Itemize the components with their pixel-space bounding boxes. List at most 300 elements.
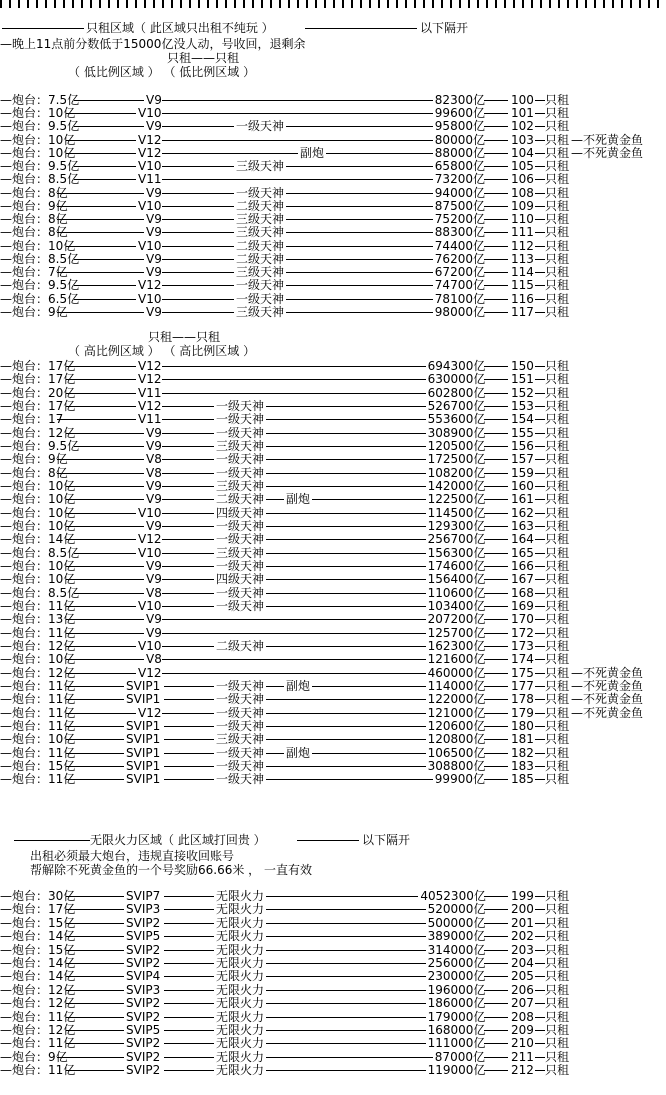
status-label: 只租 (545, 692, 570, 707)
cannon-cell: —炮台：10亿 (0, 518, 76, 533)
score-cell: 4052300亿 (420, 889, 486, 903)
status-label: 只租 (545, 915, 570, 930)
title-cell: 三级天神 (236, 304, 285, 319)
title-cell: 三级天神 (216, 438, 265, 453)
account-number: 117 (511, 304, 534, 319)
vip-cell: SVIP4 (126, 969, 161, 984)
status-label: 只租 (545, 996, 570, 1011)
extra-cell: 副炮 (286, 745, 311, 760)
title-cell: 无限火力 (216, 996, 265, 1011)
table-row (0, 547, 666, 560)
vip-cell: SVIP2 (126, 1036, 161, 1051)
table-row (0, 707, 666, 720)
account-number: 205 (511, 969, 534, 984)
vip-cell: V12 (138, 132, 162, 147)
cannon-cell: —炮台：10亿 (0, 106, 76, 121)
account-number: 202 (511, 929, 534, 944)
status-label: 只租 (545, 518, 570, 533)
title-cell: 二级天神 (236, 238, 285, 253)
score-cell: 125700亿 (427, 625, 486, 640)
table-row (0, 760, 666, 773)
table-row (0, 680, 666, 693)
account-number: 185 (511, 772, 534, 787)
score-cell: 389000亿 (427, 929, 486, 944)
vip-cell: V9 (146, 612, 162, 627)
title-cell: 无限火力 (216, 915, 265, 930)
vip-cell: SVIP5 (126, 1023, 161, 1037)
score-cell: 196000亿 (427, 982, 486, 997)
section1-rule: —晚上11点前分数低于15000亿没人动，号收回，退剩余 (0, 37, 306, 51)
status-label: 只租 (545, 251, 570, 266)
status-label: 只租 (545, 665, 570, 680)
table-row (0, 94, 666, 107)
score-cell: 111000亿 (427, 1036, 486, 1051)
table-row (0, 957, 666, 970)
table-row (0, 147, 666, 160)
vip-cell: V10 (138, 598, 162, 613)
score-cell: 78100亿 (434, 291, 485, 306)
status-label: 只租 (545, 438, 570, 453)
account-number: 105 (511, 159, 534, 174)
cannon-cell: —炮台：14亿 (0, 929, 76, 944)
account-number: 210 (511, 1036, 534, 1051)
vip-cell: SVIP2 (126, 956, 161, 970)
cannon-cell: —炮台：14亿 (0, 956, 76, 970)
title-cell: 三级天神 (236, 212, 285, 227)
account-number: 101 (511, 106, 534, 121)
vip-cell: V10 (138, 545, 162, 560)
account-number: 116 (511, 291, 534, 306)
score-cell: 75200亿 (434, 212, 485, 227)
score-cell: 114000亿 (427, 678, 486, 693)
account-number: 159 (511, 465, 534, 480)
vip-cell: V8 (146, 452, 162, 467)
cannon-cell: —炮台：10亿 (0, 478, 76, 493)
status-label: 只租 (545, 678, 570, 693)
account-number: 110 (511, 212, 534, 227)
status-label: 只租 (545, 652, 570, 667)
account-number: 168 (511, 585, 534, 600)
vip-cell: V9 (146, 558, 162, 573)
score-cell: 65800亿 (434, 159, 485, 174)
cannon-cell: —炮台：20亿 (0, 385, 76, 400)
table-row (0, 533, 666, 546)
title-cell: 无限火力 (216, 969, 265, 984)
score-cell: 120600亿 (427, 718, 486, 733)
score-cell: 694300亿 (427, 359, 486, 373)
status-label: 只租 (545, 612, 570, 627)
table-row (0, 373, 666, 386)
title-cell: 无限火力 (216, 1049, 265, 1064)
account-number: 160 (511, 478, 534, 493)
account-number: 104 (511, 145, 534, 160)
table-row (0, 400, 666, 413)
cannon-cell: —炮台：8亿 (0, 212, 68, 227)
status-label: 只租 (545, 412, 570, 427)
score-cell: 314000亿 (427, 942, 486, 957)
title-cell: 一级天神 (216, 465, 265, 480)
status-label: 只租 (545, 93, 570, 107)
section1-note: 以下隔开 (420, 21, 469, 35)
cannon-cell: —炮台：8亿 (0, 185, 68, 200)
title-cell: 无限火力 (216, 1009, 265, 1024)
score-cell: 256700亿 (427, 532, 486, 547)
score-cell: 74700亿 (434, 278, 485, 293)
vip-cell: SVIP5 (126, 929, 161, 944)
account-number: 180 (511, 718, 534, 733)
account-number: 108 (511, 185, 534, 200)
account-number: 211 (511, 1049, 534, 1064)
cannon-cell: —炮台：14亿 (0, 532, 76, 547)
score-cell: 67200亿 (434, 265, 485, 280)
vip-cell: V9 (146, 119, 162, 134)
score-cell: 553600亿 (427, 412, 486, 427)
account-number: 164 (511, 532, 534, 547)
title-cell: 一级天神 (216, 585, 265, 600)
account-number: 154 (511, 412, 534, 427)
table-row (0, 600, 666, 613)
score-cell: 520000亿 (427, 902, 486, 917)
cannon-cell: —炮台：11亿 (0, 745, 76, 760)
score-cell: 99600亿 (434, 106, 485, 121)
title-cell: 三级天神 (236, 265, 285, 280)
status-label: 只租 (545, 889, 570, 903)
table-row (0, 1037, 666, 1050)
extra-cell: 副炮 (286, 678, 311, 693)
score-cell: 120800亿 (427, 732, 486, 747)
score-cell: 114500亿 (427, 505, 486, 520)
score-cell: 88300亿 (434, 225, 485, 240)
account-number: 175 (511, 665, 534, 680)
account-number: 177 (511, 678, 534, 693)
account-number: 163 (511, 518, 534, 533)
title-cell: 无限火力 (216, 1036, 265, 1051)
cannon-cell: —炮台：15亿 (0, 942, 76, 957)
account-number: 172 (511, 625, 534, 640)
title-cell: 无限火力 (216, 929, 265, 944)
vip-cell: SVIP7 (126, 889, 161, 903)
status-label: 只租 (545, 942, 570, 957)
status-label: 只租 (545, 465, 570, 480)
account-number: 161 (511, 492, 534, 507)
cannon-cell: —炮台：13亿 (0, 612, 76, 627)
extra-cell: 副炮 (286, 492, 311, 507)
table-row (0, 667, 666, 680)
title-cell: 二级天神 (236, 251, 285, 266)
cannon-cell: —炮台：10亿 (0, 732, 76, 747)
account-number: 170 (511, 612, 534, 627)
status-label: 只租 (545, 398, 570, 413)
vip-cell: SVIP2 (126, 1009, 161, 1024)
status-label: 只租 (545, 119, 570, 134)
score-cell: 122000亿 (427, 692, 486, 707)
title-cell: 一级天神 (216, 532, 265, 547)
note-cell: —不死黄金鱼 (571, 665, 644, 680)
table-row (0, 1064, 666, 1077)
score-cell: 500000亿 (427, 915, 486, 930)
status-label: 只租 (545, 304, 570, 319)
cannon-cell: —炮台：15亿 (0, 758, 76, 773)
section1-title: 只租区域（ 此区域只出租不纯玩 ） (86, 21, 274, 35)
title-cell: 一级天神 (236, 291, 285, 306)
score-cell: 106500亿 (427, 745, 486, 760)
status-label: 只租 (545, 718, 570, 733)
vip-cell: V12 (138, 665, 162, 680)
status-label: 只租 (545, 265, 570, 280)
section3-note: 以下隔开 (362, 833, 411, 847)
account-number: 152 (511, 385, 534, 400)
status-label: 只租 (545, 145, 570, 160)
vip-cell: SVIP1 (126, 745, 161, 760)
title-cell: 一级天神 (216, 398, 265, 413)
account-number: 182 (511, 745, 534, 760)
table-row (0, 360, 666, 373)
score-cell: 179000亿 (427, 1009, 486, 1024)
table-row (0, 507, 666, 520)
vip-cell: V9 (146, 518, 162, 533)
table-row (0, 427, 666, 440)
extra-cell: 副炮 (300, 145, 325, 160)
account-number: 206 (511, 982, 534, 997)
table-row (0, 134, 666, 147)
title-cell: 三级天神 (236, 225, 285, 240)
vip-cell: SVIP2 (126, 942, 161, 957)
vip-cell: SVIP2 (126, 1049, 161, 1064)
score-cell: 120500亿 (427, 438, 486, 453)
status-label: 只租 (545, 492, 570, 507)
account-number: 112 (511, 238, 534, 253)
score-cell: 142000亿 (427, 478, 486, 493)
title-cell: 三级天神 (216, 545, 265, 560)
table-row (0, 613, 666, 626)
vip-cell: V9 (146, 265, 162, 280)
cannon-cell: —炮台：11亿 (0, 705, 76, 720)
status-label: 只租 (545, 745, 570, 760)
cannon-cell: —炮台：12亿 (0, 982, 76, 997)
table-row (0, 253, 666, 266)
account-number: 111 (511, 225, 534, 240)
cannon-cell: —炮台：6.5亿 (0, 291, 80, 306)
title-cell: 一级天神 (216, 558, 265, 573)
table-row (0, 387, 666, 400)
table-row (0, 240, 666, 253)
cannon-cell: —炮台：8.5亿 (0, 172, 80, 187)
vip-cell: SVIP3 (126, 982, 161, 997)
vip-cell: V11 (138, 172, 162, 187)
score-cell: 156300亿 (427, 545, 486, 560)
cannon-cell: —炮台：10亿 (0, 652, 76, 667)
title-cell: 一级天神 (216, 518, 265, 533)
cannon-cell: —炮台：11亿 (0, 625, 76, 640)
account-number: 156 (511, 438, 534, 453)
vip-cell: V12 (138, 372, 162, 387)
cannon-cell: —炮台：11亿 (0, 718, 76, 733)
table-row (0, 187, 666, 200)
table-row (0, 453, 666, 466)
score-cell: 74400亿 (434, 238, 485, 253)
status-label: 只租 (545, 106, 570, 121)
account-number: 181 (511, 732, 534, 747)
vip-cell: V8 (146, 652, 162, 667)
cannon-cell: —炮台：9.5亿 (0, 278, 80, 293)
score-cell: 256000亿 (427, 956, 486, 970)
cannon-cell: —炮台：12亿 (0, 425, 76, 440)
vip-cell: SVIP1 (126, 758, 161, 773)
status-label: 只租 (545, 638, 570, 653)
status-label: 只租 (545, 372, 570, 387)
status-label: 只租 (545, 198, 570, 213)
cannon-cell: —炮台：11亿 (0, 1009, 76, 1024)
table-row (0, 930, 666, 943)
score-cell: 80000亿 (434, 132, 485, 147)
vip-cell: V9 (146, 251, 162, 266)
score-cell: 186000亿 (427, 996, 486, 1011)
score-cell: 103400亿 (427, 598, 486, 613)
cannon-cell: —炮台：8亿 (0, 465, 68, 480)
status-label: 只租 (545, 585, 570, 600)
title-cell: 无限火力 (216, 1063, 265, 1078)
score-cell: 168000亿 (427, 1023, 486, 1037)
table-row (0, 520, 666, 533)
status-label: 只租 (545, 1063, 570, 1078)
status-label: 只租 (545, 705, 570, 720)
cannon-cell: —炮台：11亿 (0, 598, 76, 613)
cannon-cell: —炮台：8.5亿 (0, 251, 80, 266)
table-row (0, 1051, 666, 1064)
title-cell: 一级天神 (216, 758, 265, 773)
vip-cell: V9 (146, 93, 162, 107)
vip-cell: SVIP3 (126, 902, 161, 917)
cannon-cell: —炮台：15亿 (0, 915, 76, 930)
score-cell: 230000亿 (427, 969, 486, 984)
score-cell: 76200亿 (434, 251, 485, 266)
title-cell: 无限火力 (216, 982, 265, 997)
vip-cell: V9 (146, 304, 162, 319)
status-label: 只租 (545, 172, 570, 187)
vip-cell: V9 (146, 572, 162, 587)
table-row (0, 587, 666, 600)
status-label: 只租 (545, 558, 570, 573)
status-label: 只租 (545, 1023, 570, 1037)
table-row (0, 984, 666, 997)
account-number: 165 (511, 545, 534, 560)
score-cell: 308800亿 (427, 758, 486, 773)
title-cell: 无限火力 (216, 956, 265, 970)
score-cell: 88000亿 (434, 145, 485, 160)
status-label: 只租 (545, 159, 570, 174)
status-label: 只租 (545, 902, 570, 917)
table-row (0, 213, 666, 226)
status-label: 只租 (545, 929, 570, 944)
section1-label: 只租——只租 (167, 51, 240, 65)
title-cell: 一级天神 (236, 278, 285, 293)
score-cell: 162300亿 (427, 638, 486, 653)
cannon-cell: —炮台：10亿 (0, 558, 76, 573)
cannon-cell: —炮台：17亿 (0, 372, 76, 387)
cannon-cell: —炮台：11亿 (0, 1036, 76, 1051)
table-row (0, 733, 666, 746)
account-number: 167 (511, 572, 534, 587)
title-cell: 三级天神 (216, 478, 265, 493)
table-row (0, 573, 666, 586)
status-label: 只租 (545, 212, 570, 227)
account-number: 157 (511, 452, 534, 467)
vip-cell: SVIP1 (126, 772, 161, 787)
vip-cell: V11 (138, 385, 162, 400)
title-cell: 无限火力 (216, 889, 265, 903)
cannon-cell: —炮台：8亿 (0, 225, 68, 240)
cannon-cell: —炮台：11亿 (0, 692, 76, 707)
account-number: 207 (511, 996, 534, 1011)
vip-cell: V12 (138, 532, 162, 547)
account-number: 169 (511, 598, 534, 613)
cannon-cell: —炮台：10亿 (0, 492, 76, 507)
vip-cell: V10 (138, 106, 162, 121)
account-number: 153 (511, 398, 534, 413)
cannon-cell: —炮台：10亿 (0, 505, 76, 520)
cannon-cell: —炮台：9.5亿 (0, 159, 80, 174)
cannon-cell: —炮台：7.5亿 (0, 93, 80, 107)
title-cell: 一级天神 (216, 598, 265, 613)
table-row (0, 560, 666, 573)
title-cell: 二级天神 (236, 198, 285, 213)
account-number: 174 (511, 652, 534, 667)
account-number: 115 (511, 278, 534, 293)
score-cell: 94000亿 (434, 185, 485, 200)
account-number: 113 (511, 251, 534, 266)
note-cell: —不死黄金鱼 (571, 705, 644, 720)
score-cell: 95800亿 (434, 119, 485, 134)
score-cell: 122500亿 (427, 492, 486, 507)
status-label: 只租 (545, 732, 570, 747)
title-cell: 一级天神 (216, 692, 265, 707)
cannon-cell: —炮台：17 (0, 412, 64, 427)
account-number: 200 (511, 902, 534, 917)
table-row (0, 1011, 666, 1024)
vip-cell: SVIP2 (126, 1063, 161, 1078)
account-number: 106 (511, 172, 534, 187)
score-cell: 172500亿 (427, 452, 486, 467)
table-row (0, 306, 666, 319)
status-label: 只租 (545, 1036, 570, 1051)
section2-subheading: （ 高比例区域 ） （ 高比例区域 ） (68, 344, 256, 358)
status-label: 只租 (545, 598, 570, 613)
score-cell: 460000亿 (427, 665, 486, 680)
vip-cell: V9 (146, 438, 162, 453)
status-label: 只租 (545, 291, 570, 306)
account-number: 203 (511, 942, 534, 957)
status-label: 只租 (545, 758, 570, 773)
status-label: 只租 (545, 238, 570, 253)
status-label: 只租 (545, 425, 570, 440)
account-number: 114 (511, 265, 534, 280)
title-cell: 四级天神 (216, 505, 265, 520)
account-number: 109 (511, 198, 534, 213)
cannon-cell: —炮台：9.5亿 (0, 119, 80, 134)
score-cell: 108200亿 (427, 465, 486, 480)
table-row (0, 640, 666, 653)
score-cell: 602800亿 (427, 385, 486, 400)
vip-cell: V11 (138, 412, 162, 427)
score-cell: 73200亿 (434, 172, 485, 187)
vip-cell: V10 (138, 238, 162, 253)
status-label: 只租 (545, 772, 570, 787)
table-row (0, 279, 666, 292)
table-row (0, 917, 666, 930)
cannon-cell: —炮台：12亿 (0, 1023, 76, 1037)
title-cell: 三级天神 (236, 159, 285, 174)
score-cell: 156400亿 (427, 572, 486, 587)
